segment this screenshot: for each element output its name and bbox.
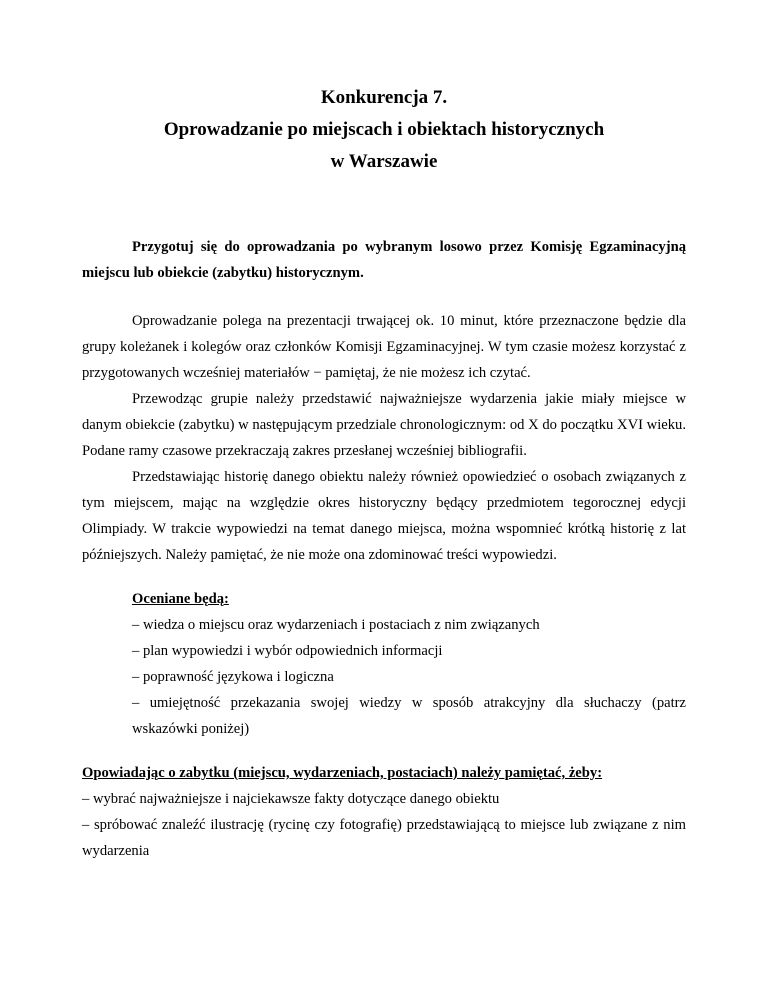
- document-title: [0, 82, 768, 178]
- tips-item: – wybrać najważniejsze i najciekawsze fakty dotyczące danego obiektu: [82, 791, 500, 807]
- spacer: [82, 286, 686, 308]
- title-line-3: w Warszawie: [330, 151, 438, 172]
- evaluation-item: – wiedza o miejscu oraz wydarzeniach i postaciach z nim związanych: [132, 617, 540, 633]
- spacer: [82, 742, 686, 760]
- tips-item: – spróbować znaleźć ilustrację (rycinę czy fotografię) przedstawiającą to miejsce lub związane z nim wydarzenia: [82, 817, 686, 859]
- tips-heading: Opowiadając o zabytku (miejscu, wydarzeniach, postaciach) należy pamiętać, żeby:: [82, 765, 603, 781]
- intro-paragraph: Przygotuj się do oprowadzania po wybranym losowo przez Komisję Egzaminacyjną miejscu lub obiekcie (zabytku) historycznym.: [82, 239, 686, 281]
- title-line-2: Oprowadzanie po miejscach i obiektach historycznych: [163, 119, 605, 140]
- body-paragraph: Przedstawiając historię danego obiektu należy również opowiedzieć o osobach związanych z tym miejscem, mając na względzie okres historyczny będący przedmiotem tegorocznej edycji Olimpiady. W trakcie wypowiedzi na temat danego miejsca, można wspomnieć krótką historię z lat późniejszych. Należy pamiętać, że nie może ona zdominować treści wypowiedzi.: [82, 469, 686, 563]
- evaluation-heading: Oceniane będą:: [132, 591, 229, 607]
- title-line-1: Konkurencja 7.: [320, 87, 448, 108]
- evaluation-item: – plan wypowiedzi i wybór odpowiednich informacji: [132, 643, 443, 659]
- evaluation-item: – umiejętność przekazania swojej wiedzy w sposób atrakcyjny dla słuchaczy (patrz wskazówki poniżej): [132, 695, 686, 737]
- evaluation-item: – poprawność językowa i logiczna: [132, 669, 334, 685]
- document-body: [82, 234, 686, 864]
- body-paragraph: Oprowadzanie polega na prezentacji trwającej ok. 10 minut, które przeznaczone będzie dla grupy koleżanek i kolegów oraz członków Komisji Egzaminacyjnej. W tym czasie możesz korzystać z przygotowanych wcześniej materiałów − pamiętaj, że nie możesz ich czytać.: [82, 313, 686, 381]
- spacer: [82, 568, 686, 586]
- body-paragraph: Przewodząc grupie należy przedstawić najważniejsze wydarzenia jakie miały miejsce w danym obiekcie (zabytku) w następującym przedziale chronologicznym: od X do początku XVI wieku. Podane ramy czasowe przekraczają zakres przesłanej wcześniej bibliografii.: [82, 391, 686, 459]
